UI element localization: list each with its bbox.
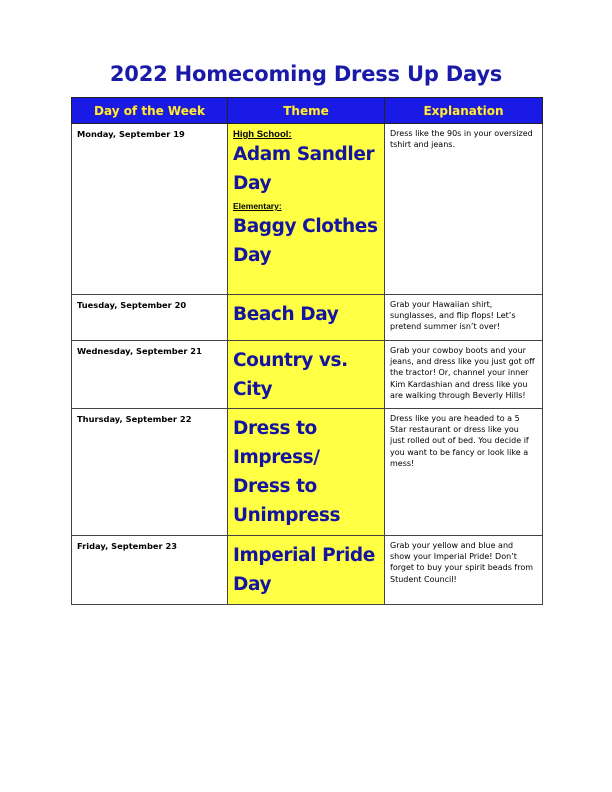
table-row-friday [72,536,543,605]
theme-cell [228,124,385,295]
header-explanation: Explanation [385,98,543,124]
page-title: 2022 Homecoming Dress Up Days [109,62,503,86]
table-header-row [72,98,543,124]
elementary-label: Elementary: [233,201,282,211]
day-cell: Wednesday, September 21 [72,341,228,409]
explanation-cell: Grab your Hawaiian shirt, sunglasses, and flip flops! Let’s pretend summer isn’t over! [385,295,543,341]
day-cell: Tuesday, September 20 [72,295,228,341]
theme-cell [228,295,385,341]
theme-text: Dress to Impress/ Dress to Unimpress [233,418,341,526]
header-theme: Theme [228,98,385,124]
high-school-label: High School: [233,129,292,140]
theme-cell [228,409,385,536]
day-cell: Thursday, September 22 [72,409,228,536]
dress-up-days-table [71,97,543,605]
explanation-cell: Dress like you are headed to a 5 Star restaurant or dress like you just rolled out of bed. You decide if you want to be fancy or look like a mess! [385,409,543,536]
table-row-wednesday [72,341,543,409]
elementary-theme-text: Baggy Clothes Day [233,216,378,266]
table-row-thursday [72,409,543,536]
theme-text: Country vs. City [233,350,348,400]
explanation-cell: Grab your yellow and blue and show your Imperial Pride! Don’t forget to buy your spirit beads from Student Council! [385,536,543,605]
theme-cell [228,341,385,409]
explanation-cell: Grab your cowboy boots and your jeans, and dress like you just got off the tractor! Or, channel your inner Kim Kardashian and dress like you are walking through Beverly Hills! [385,341,543,409]
table-row-monday [72,124,543,295]
day-cell: Friday, September 23 [72,536,228,605]
theme-text: Adam Sandler Day [233,144,375,194]
theme-text: Beach Day [233,304,339,325]
header-day-of-week: Day of the Week [72,98,228,124]
theme-text: Imperial Pride Day [233,545,375,595]
explanation-cell: Dress like the 90s in your oversized tshirt and jeans. [385,124,543,295]
theme-cell [228,536,385,605]
table-row-tuesday [72,295,543,341]
day-cell: Monday, September 19 [72,124,228,295]
